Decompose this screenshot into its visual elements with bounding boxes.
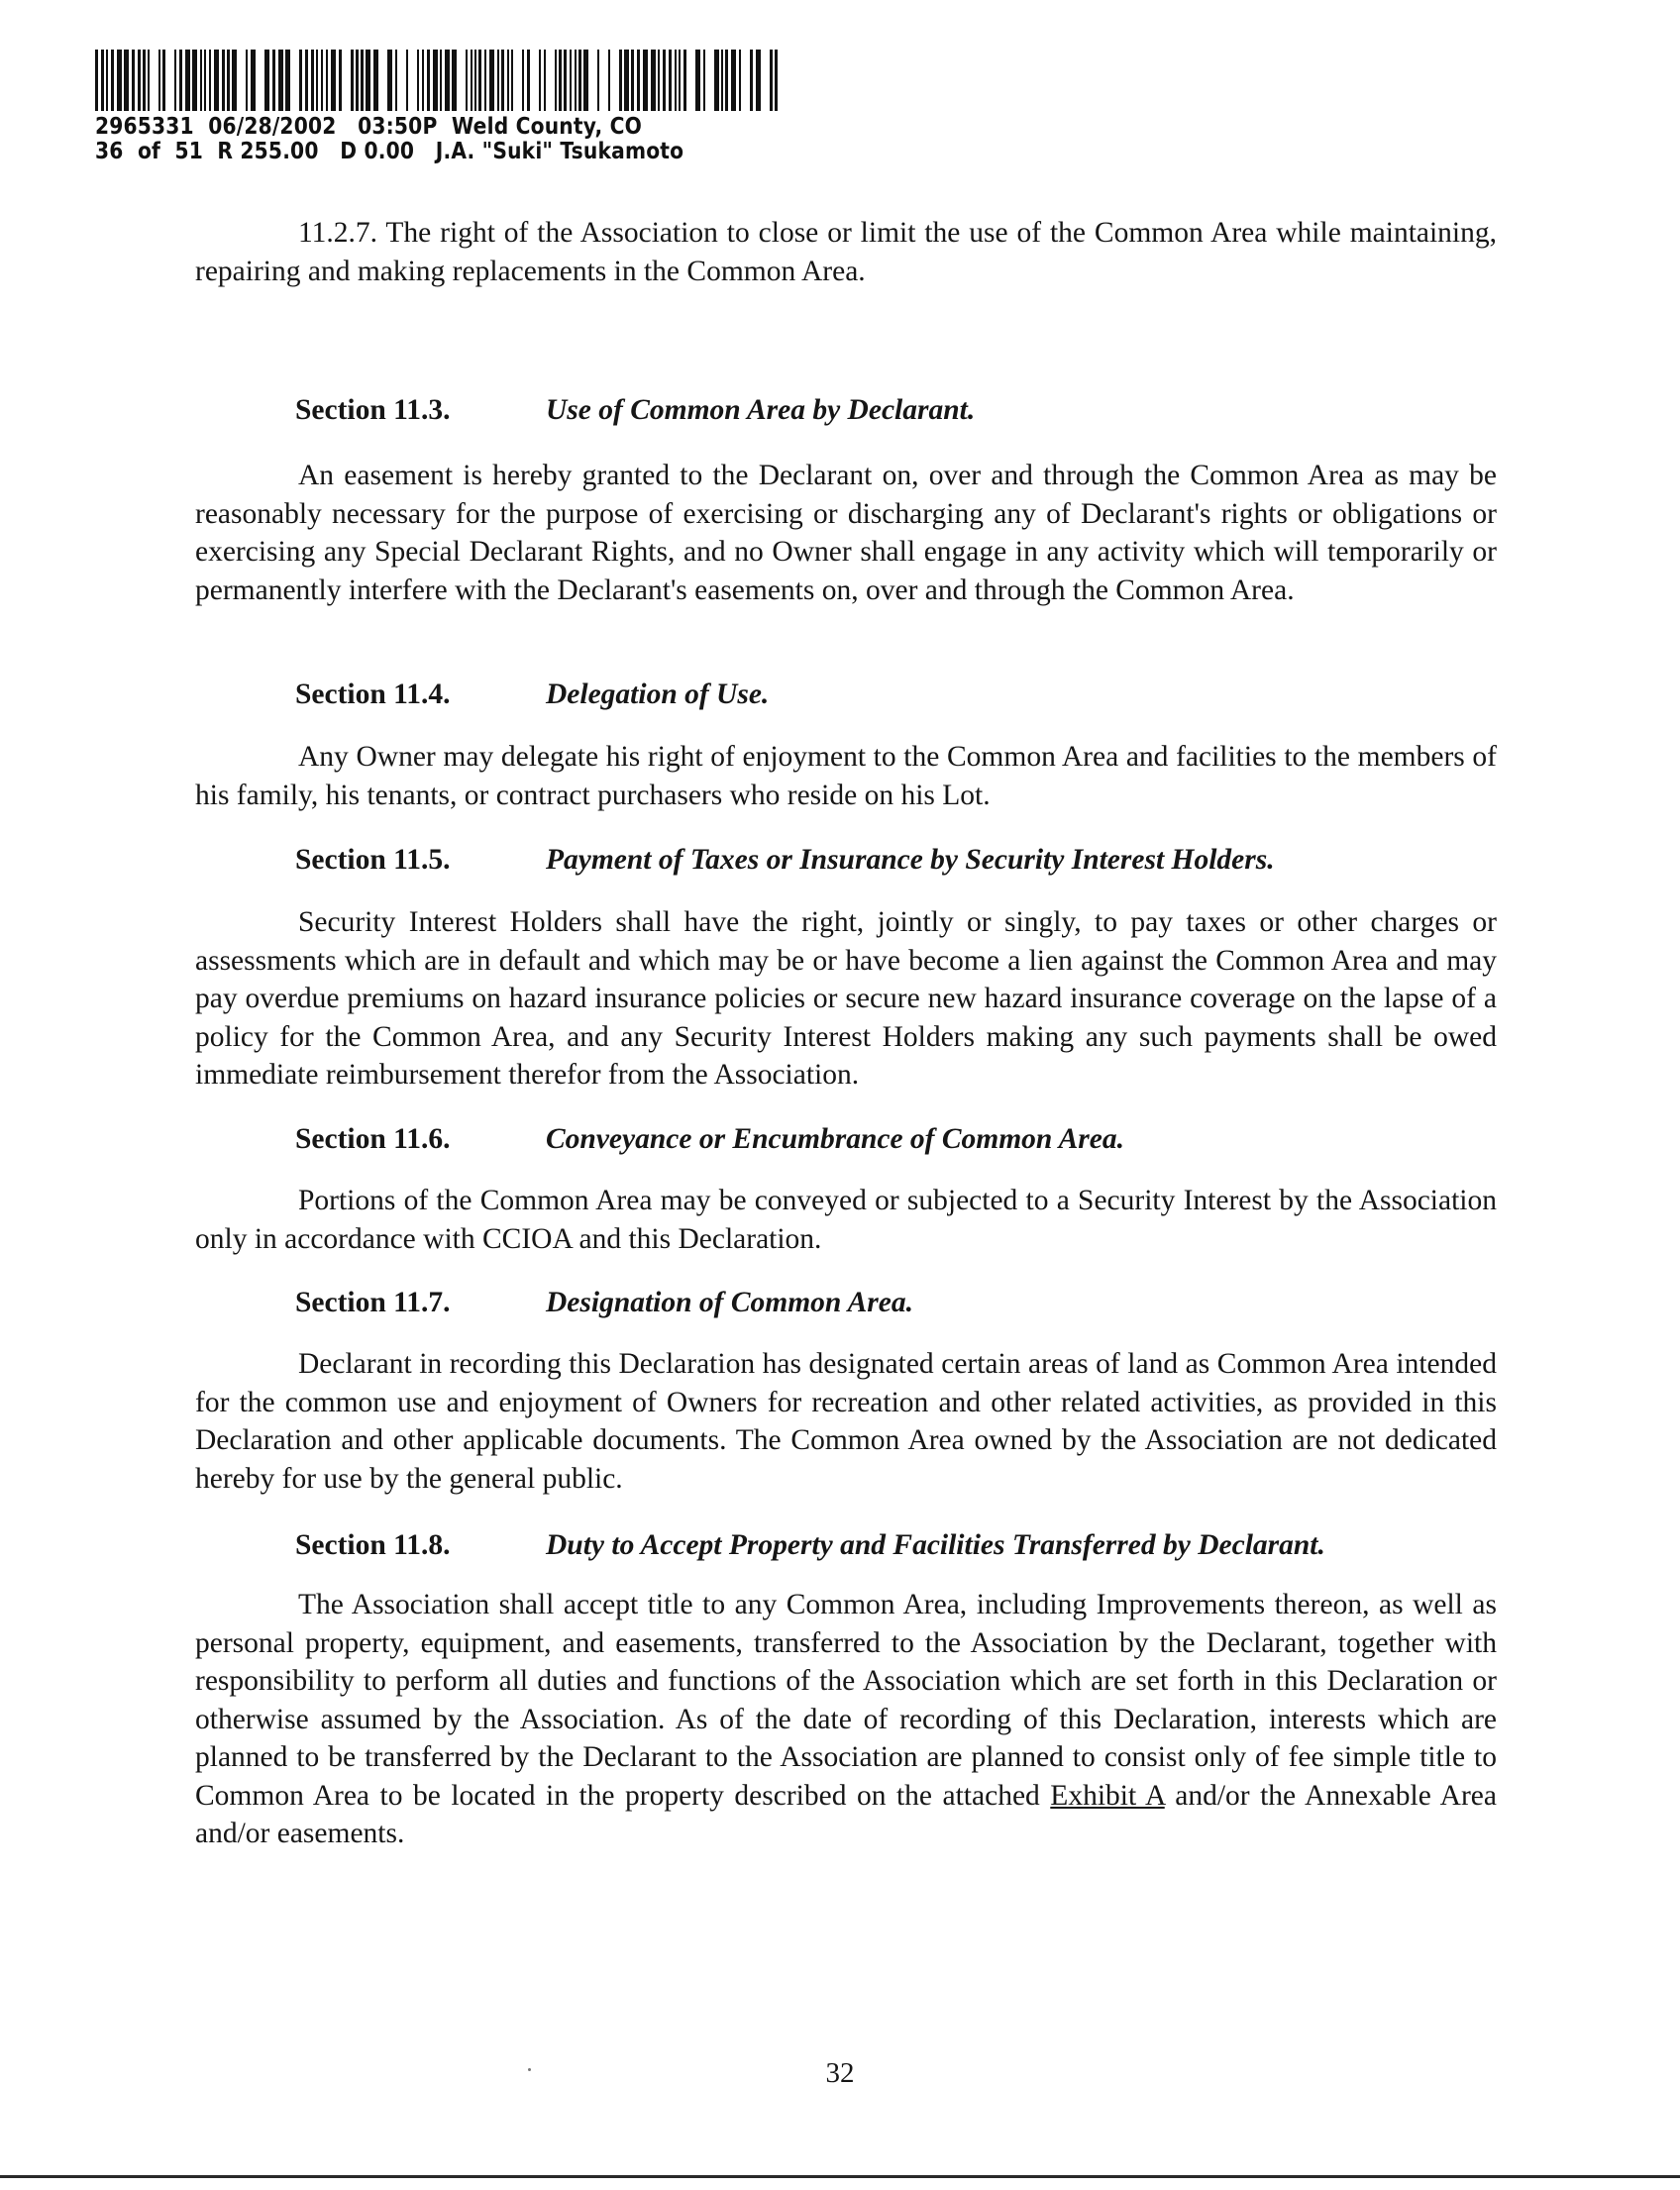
section-heading-11-3 — [295, 392, 975, 428]
reception-info: 2965331 06/28/2002 03:50P Weld County, CO — [95, 114, 643, 140]
exhibit-a-reference: Exhibit A — [1050, 1779, 1165, 1812]
section-heading-11-4 — [295, 677, 769, 712]
section-number: Section 11.8. — [295, 1529, 451, 1561]
section-number: Section 11.4. — [295, 678, 451, 710]
section-number: Section 11.5. — [295, 844, 451, 876]
section-number: Section 11.7. — [295, 1287, 451, 1318]
recording-stamp — [95, 50, 788, 164]
section-body-11-8 — [195, 1586, 1497, 1853]
body-text: and/or the Annexable Area and/or easements. — [195, 1779, 1497, 1849]
section-heading-11-6 — [295, 1121, 1124, 1157]
section-number: Section 11.6. — [295, 1123, 451, 1155]
section-body-11-3: An easement is hereby granted to the Declarant on, over and through the Common Area as may be reasonably necessary for the purpose of exercising or discharging any of Declarant's rights or obligations or exercising any Special Declarant Rights, and no Owner shall engage in any activity which will temporarily or permanently interfere with the Declarant's easements on, over and through the Common Area. — [195, 460, 1497, 606]
section-title: Delegation of Use. — [546, 678, 770, 710]
section-heading-11-8 — [295, 1527, 1325, 1563]
section-body-11-7: Declarant in recording this Declaration has designated certain areas of land as Common Area intended for the common use and enjoyment of Owners for recreation and other related activities, as provided in this Declaration and other applicable documents. The Common Area owned by the Association are not dedicated hereby for use by the general public. — [195, 1348, 1497, 1495]
section-heading-11-5 — [295, 842, 1275, 878]
section-title: Duty to Accept Property and Facilities Transferred by Declarant. — [546, 1529, 1325, 1561]
section-number: Section 11.3. — [295, 394, 451, 426]
section-body-11-4: Any Owner may delegate his right of enjoyment to the Common Area and facilities to the members of his family, his tenants, or contract purchasers who reside on his Lot. — [195, 741, 1497, 811]
section-title: Designation of Common Area. — [546, 1287, 913, 1318]
section-title: Conveyance or Encumbrance of Common Area. — [546, 1123, 1124, 1155]
section-title: Use of Common Area by Declarant. — [546, 394, 976, 426]
page-number: 32 — [825, 2057, 855, 2089]
barcode-icon — [95, 50, 784, 111]
clause-11-2-7: 11.2.7. The right of the Association to close or limit the use of the Common Area while maintaining, repairing and making replacements in the Common Area. — [195, 217, 1497, 287]
recording-fees: 36 of 51 R 255.00 D 0.00 J.A. "Suki" Tsukamoto — [95, 139, 684, 164]
body-text: The Association shall accept title to any Common Area, including Improvements thereon, as well as personal property, equipment, and easements, transferred to the Association by the Declarant, together with responsibility to perform all duties and functions of the Association which are set forth in this Declaration or otherwise assumed by the Association. As of the date of recording of this Declaration, interests which are planned to be transferred by the Declarant to the Association are planned to consist only of fee simple title to Common Area to be located in the property described on the attached — [195, 1589, 1497, 1812]
section-title: Payment of Taxes or Insurance by Security Interest Holders. — [546, 844, 1275, 876]
section-body-11-6: Portions of the Common Area may be conveyed or subjected to a Security Interest by the Association only in accordance with CCIOA and this Declaration. — [195, 1185, 1497, 1255]
page-bottom-rule — [0, 2175, 1680, 2178]
section-body-11-5: Security Interest Holders shall have the right, jointly or singly, to pay taxes or other charges or assessments which are in default and which may be or have become a lien against the Common Area and may pay overdue premiums on hazard insurance policies or secure new hazard insurance coverage on the lapse of a policy for the Common Area, and any Security Interest Holders making any such payments shall be owed immediate reimbursement therefor from the Association. — [195, 906, 1497, 1091]
section-heading-11-7 — [295, 1285, 913, 1320]
